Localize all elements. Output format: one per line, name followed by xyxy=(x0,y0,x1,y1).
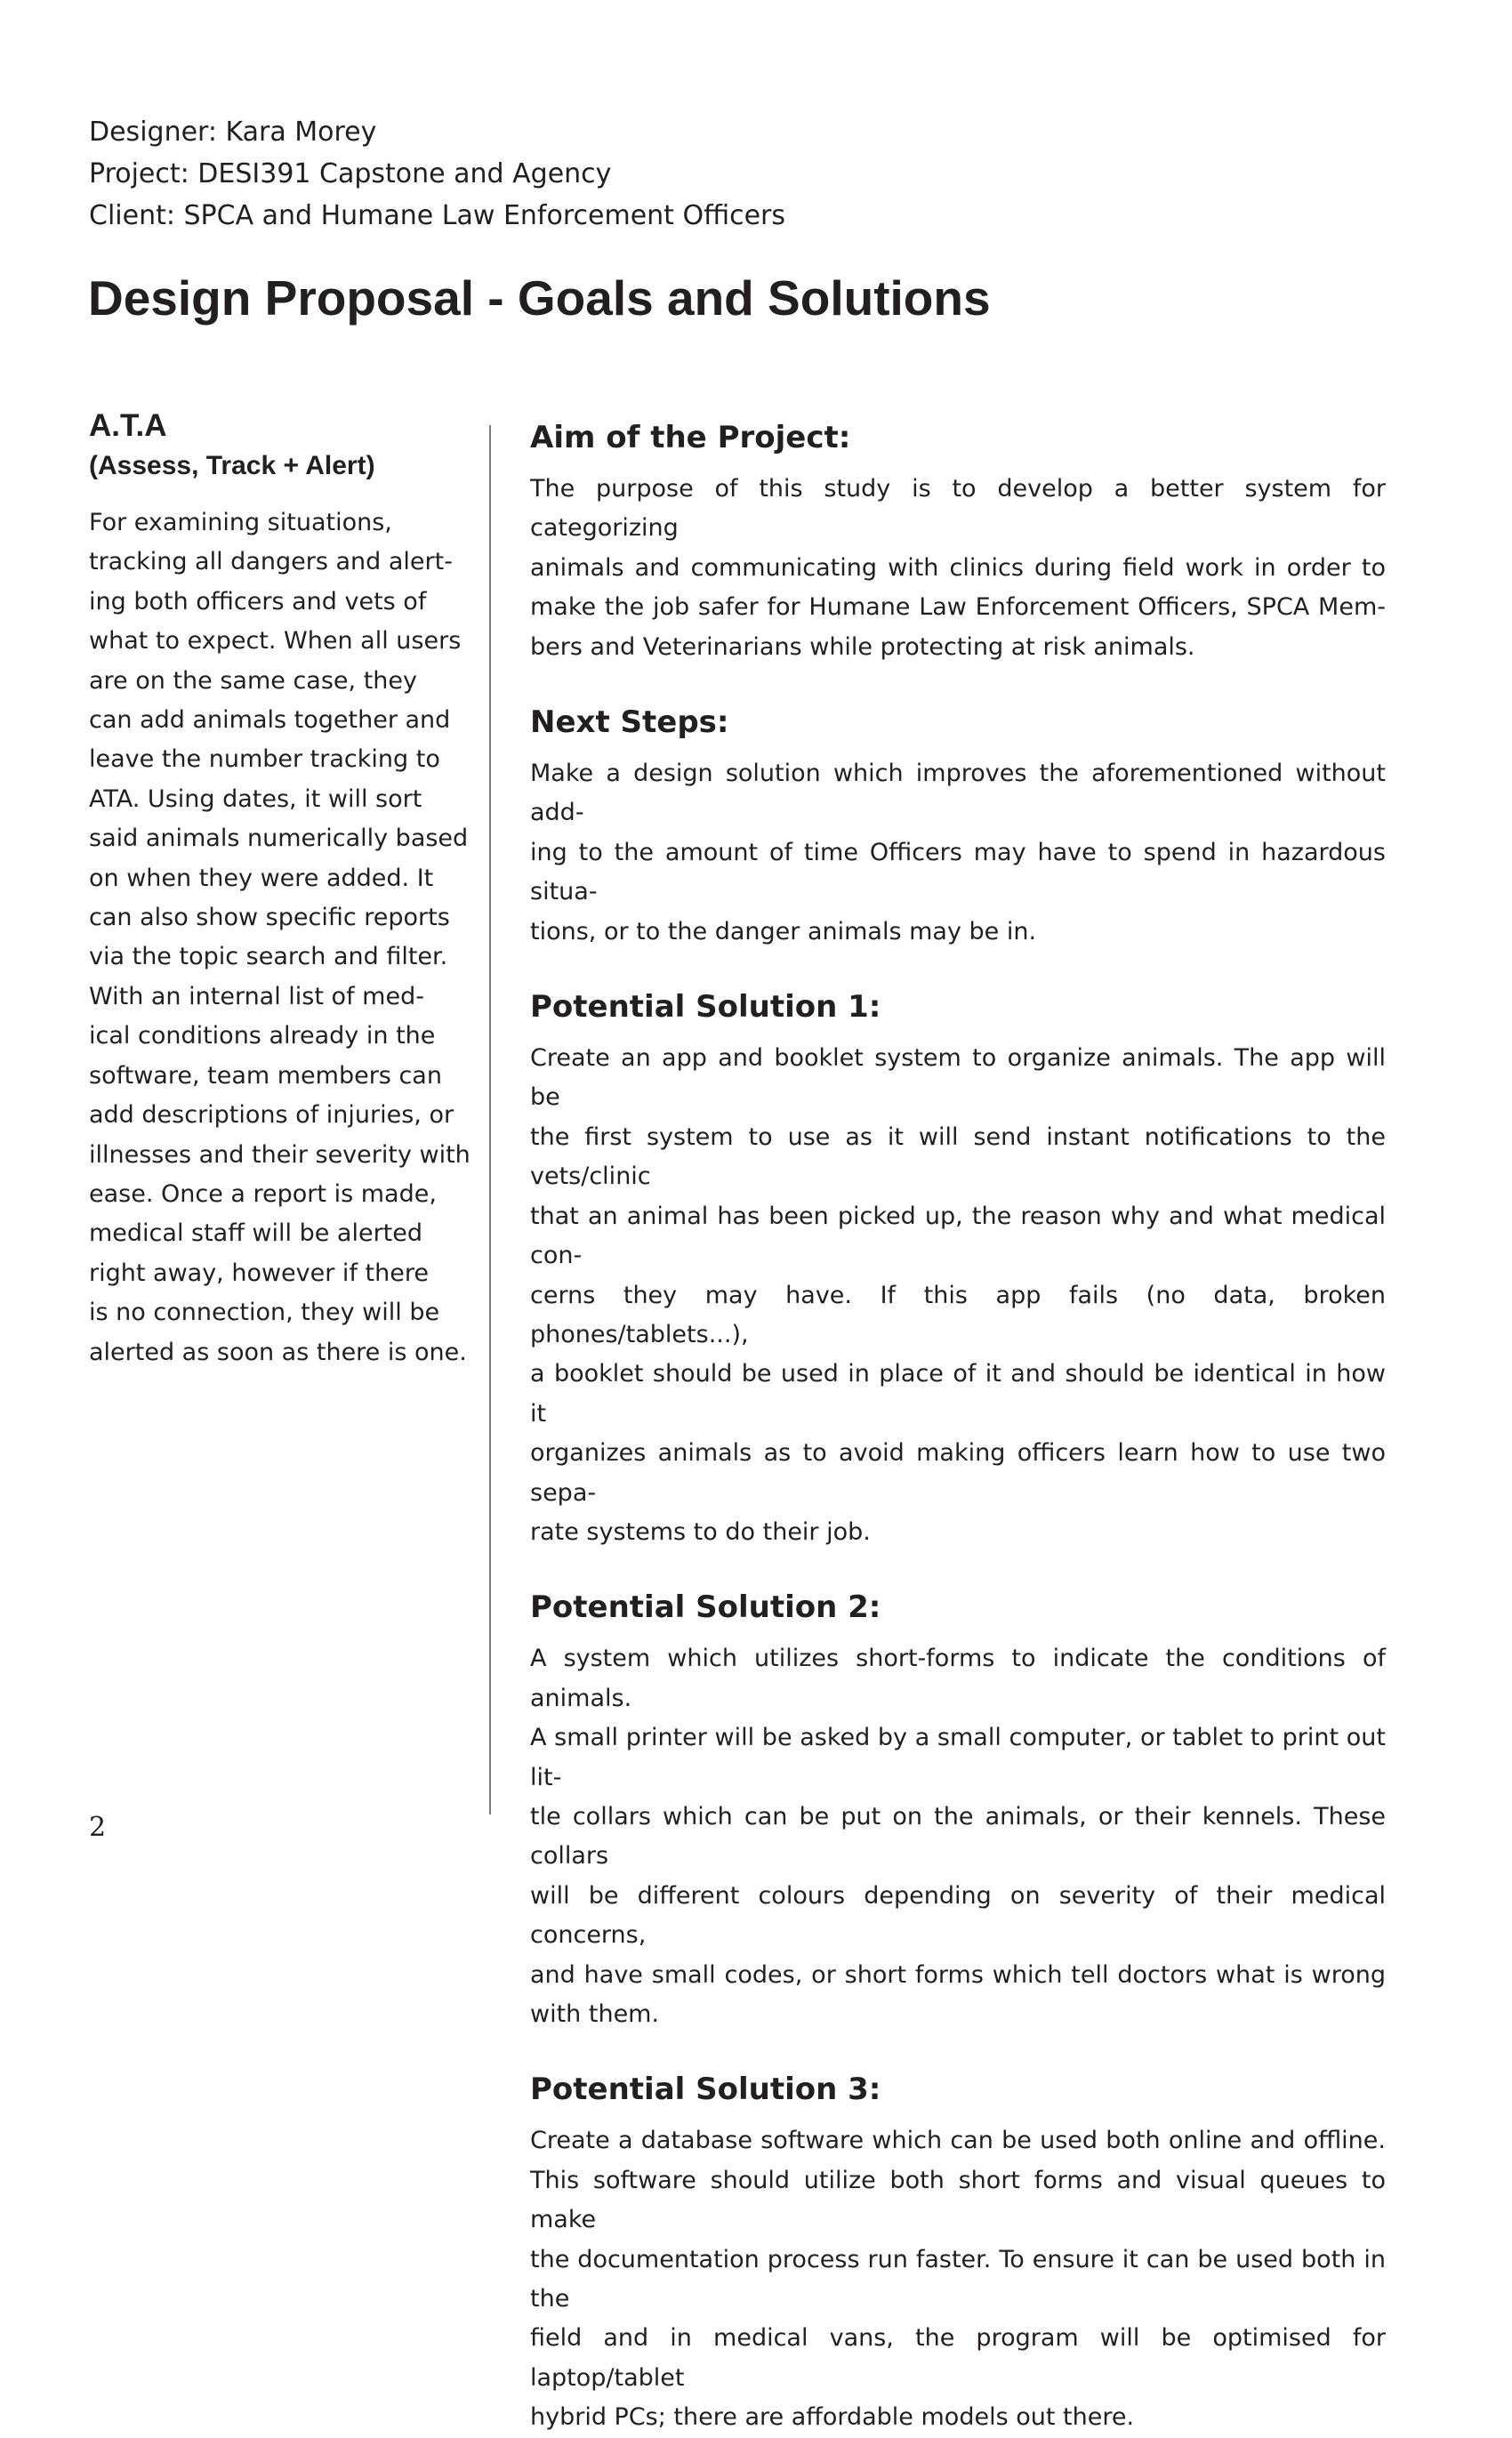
section-text-line: rate systems to do their job. xyxy=(530,1517,871,1546)
section xyxy=(530,1584,1386,2034)
section-text-line: bers and Veterinarians while protecting at risk animals. xyxy=(530,632,1195,661)
section-text-line: organizes animals as to avoid making officers learn how to use two sepa- xyxy=(530,1439,1386,1507)
section-heading: Next Steps: xyxy=(530,704,729,741)
section-text-line: Create a database software which can be used both online and offline. xyxy=(530,2127,1386,2155)
sidebar-text-line: right away, however if there xyxy=(89,1259,429,1287)
page-number: 2 xyxy=(89,1812,107,1843)
section-text-line: The purpose of this study is to develop a better system for categorizing xyxy=(530,475,1386,543)
client-line: Client: SPCA and Humane Law Enforcement Officers xyxy=(89,200,786,231)
sidebar-text-line: For examining situations, xyxy=(89,509,392,536)
section-text-line: A small printer will be asked by a small computer, or tablet to print out lit- xyxy=(530,1724,1386,1791)
section-heading: Aim of the Project: xyxy=(530,420,851,455)
section xyxy=(530,2066,1386,2437)
section-text-line: with them. xyxy=(530,2000,660,2028)
section-text-line: the first system to use as it will send instant notifications to the vets/clinic xyxy=(530,1122,1386,1191)
sidebar-text-line: said animals numerically based xyxy=(89,825,469,853)
section-text-line: cerns they may have. If this app fails (no data, broken phones/tablets...), xyxy=(530,1281,1386,1348)
sidebar-text-line: tracking all dangers and alert- xyxy=(89,548,453,576)
sidebar-text-line: add descriptions of injuries, or xyxy=(89,1101,454,1130)
sidebar-column xyxy=(89,406,470,1372)
section-text-line: a booklet should be used in place of it and should be identical in how it xyxy=(530,1360,1386,1428)
section-heading: Potential Solution 1: xyxy=(530,989,881,1026)
section-text-line: tions, or to the danger animals may be in. xyxy=(530,917,1037,945)
section-text-line: field and in medical vans, the program will be optimised for laptop/tablet xyxy=(530,2324,1386,2392)
sidebar-text-line: on when they were added. It xyxy=(89,864,434,892)
section-text-line: A system which utilizes short-forms to indicate the conditions of animals. xyxy=(530,1645,1386,1712)
sidebar-text-line: can add animals together and xyxy=(89,706,451,735)
sidebar-body xyxy=(89,503,470,1372)
section-text-line: ing to the amount of time Officers may have to spend in hazardous situa- xyxy=(530,838,1386,906)
sidebar-text-line: software, team members can xyxy=(89,1061,442,1090)
section-text-line: Make a design solution which improves the aforementioned without add- xyxy=(530,760,1386,827)
sidebar-text-line: alerted as soon as there is one. xyxy=(89,1338,467,1366)
sidebar-title: A.T.A xyxy=(89,408,167,443)
sidebar-text-line: ease. Once a report is made, xyxy=(89,1179,437,1208)
sidebar-text-line: via the topic search and filter. xyxy=(89,943,448,971)
section xyxy=(530,414,1386,667)
sidebar-text-line: what to expect. When all users xyxy=(89,627,462,656)
section-text-line: and have small codes, or short forms which tell doctors what is wrong xyxy=(530,1960,1386,1989)
sidebar-text-line: leave the number tracking to xyxy=(89,745,440,774)
sidebar-text-line: medical staff will be alerted xyxy=(89,1219,423,1248)
section-text-line: make the job safer for Humane Law Enforcement Officers, SPCA Mem- xyxy=(530,593,1386,622)
main-column xyxy=(530,414,1386,2438)
sidebar-text-line: ATA. Using dates, it will sort xyxy=(89,785,422,813)
section-text-line: Create an app and booklet system to organize animals. The app will be xyxy=(530,1044,1386,1112)
section-text-line: animals and communicating with clinics during field work in order to xyxy=(530,553,1386,582)
designer-line: Designer: Kara Morey xyxy=(89,117,377,148)
sidebar-text-line: can also show specific reports xyxy=(89,904,450,932)
section-text-line: tle collars which can be put on the animals, or their kennels. These collars xyxy=(530,1802,1386,1871)
project-line: Project: DESI391 Capstone and Agency xyxy=(89,158,612,189)
section-text-line: This software should utilize both short forms and visual queues to make xyxy=(530,2166,1386,2234)
sidebar-text-line: illnesses and their severity with xyxy=(89,1140,470,1169)
section xyxy=(530,984,1386,1552)
section-text-line: will be different colours depending on severity of their medical concerns, xyxy=(530,1881,1386,1950)
sidebar-text-line: With an internal list of med- xyxy=(89,982,424,1010)
sidebar-text-line: is no connection, they will be xyxy=(89,1299,440,1327)
section xyxy=(530,699,1386,952)
sidebar-text-line: ing both officers and vets of xyxy=(89,587,427,616)
sidebar-text-line: are on the same case, they xyxy=(89,666,417,695)
section-heading: Potential Solution 2: xyxy=(530,1589,881,1626)
document-header xyxy=(89,111,785,237)
section-text-line: the documentation process run faster. To ensure it can be used both in the xyxy=(530,2245,1386,2313)
section-text-line: hybrid PCs; there are affordable models out there. xyxy=(530,2403,1135,2432)
sidebar-subtitle: (Assess, Track + Alert) xyxy=(89,451,375,480)
page-title: Design Proposal - Goals and Solutions xyxy=(88,270,991,326)
sidebar-text-line: ical conditions already in the xyxy=(89,1022,436,1050)
column-divider xyxy=(489,425,491,1814)
section-heading: Potential Solution 3: xyxy=(530,2072,881,2108)
section-text-line: that an animal has been picked up, the reason why and what medical con- xyxy=(530,1202,1386,1270)
